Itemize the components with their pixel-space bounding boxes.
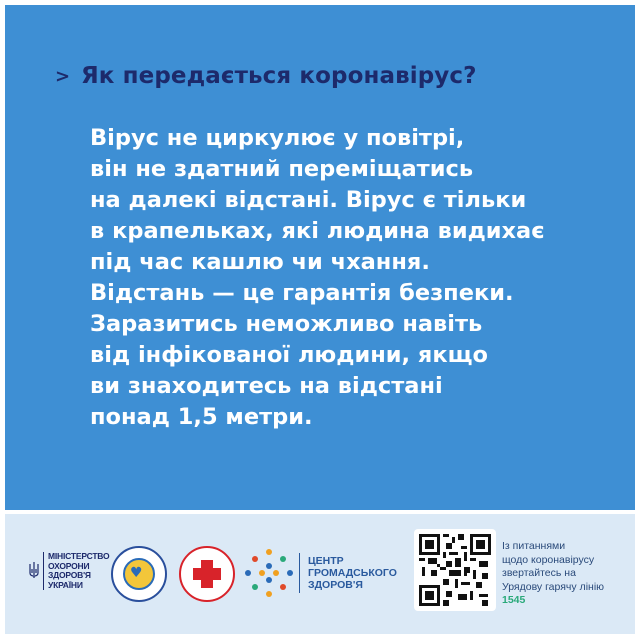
cgz-name-line: ЦЕНТР <box>308 555 344 567</box>
dots-emblem-icon <box>245 549 293 597</box>
answer-line: Вірус не циркулює у повітрі, <box>90 125 465 151</box>
answer-line: на далекі відстані. Вірус є тільки <box>90 187 527 213</box>
answer-line: Заразитись неможливо навіть <box>90 311 483 337</box>
qr-code[interactable] <box>414 529 496 611</box>
moz-name <box>43 552 109 590</box>
red-cross-logo <box>179 546 235 602</box>
hotline-number[interactable]: 1545 <box>502 594 526 606</box>
question-title: Як передається коронавірус? <box>81 63 477 89</box>
hotline-line: Із питаннями <box>502 540 566 552</box>
hotline-info <box>502 540 635 608</box>
poster <box>5 5 635 634</box>
moz-name-line: ЗДОРОВ'Я <box>48 570 91 580</box>
public-health-center-logo <box>245 549 397 597</box>
chevron-right-icon: > <box>55 65 71 87</box>
answer-line: в крапельках, які людина видихає <box>90 218 545 244</box>
cgz-name-line: ЗДОРОВ'Я <box>308 579 363 591</box>
moz-name-line: ОХОРОНИ <box>48 560 90 571</box>
health-org-logo <box>111 546 167 602</box>
hotline-line: щодо коронавірусу <box>502 553 595 566</box>
answer-line: понад 1,5 метри. <box>90 404 313 430</box>
answer-line: ви знаходитесь на відстані <box>90 373 443 399</box>
qr-code-icon <box>419 534 491 606</box>
info-panel <box>5 5 635 510</box>
moz-logo <box>29 552 109 590</box>
hotline-line: звертайтесь на <box>502 567 576 579</box>
red-cross-bar <box>193 568 221 580</box>
cgz-name-line: ГРОМАДСЬКОГО <box>308 567 397 579</box>
question-heading <box>55 63 477 89</box>
answer-line: він не здатний переміщатись <box>90 156 474 182</box>
moz-name-line: УКРАЇНИ <box>48 579 83 590</box>
answer-line: Відстань — це гарантія безпеки. <box>90 280 514 306</box>
answer-text <box>90 123 610 433</box>
heart-icon: ♥ <box>130 565 143 581</box>
hotline-line: Урядову гарячу лінію <box>502 580 605 593</box>
logo-divider <box>299 553 300 593</box>
public-health-center-name <box>308 555 397 591</box>
footer <box>5 514 635 634</box>
answer-line: від інфікованої людини, якщо <box>90 342 488 368</box>
trident-emblem-icon <box>29 561 39 581</box>
answer-line: під час кашлю чи чхання. <box>90 249 430 275</box>
moz-name-line: МІНІСТЕРСТВО <box>48 551 110 561</box>
